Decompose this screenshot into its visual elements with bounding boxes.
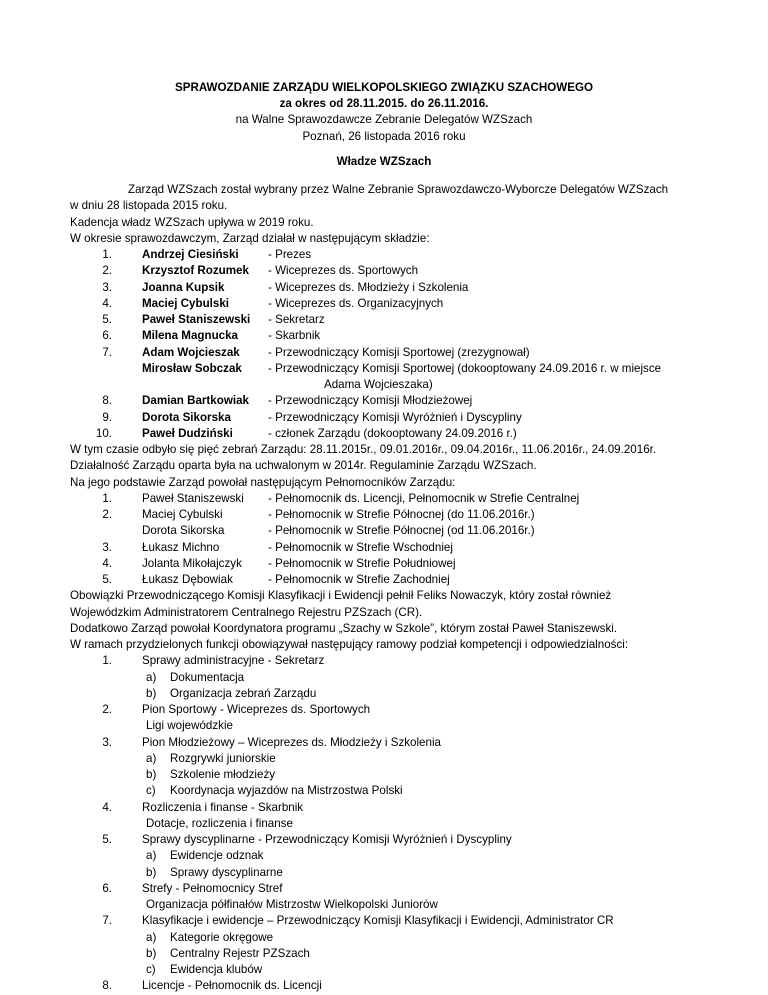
- subitem-letter: a): [146, 930, 157, 944]
- plenipotentiary-name: Paweł Staniszewski: [142, 491, 244, 505]
- board-member-row: [70, 410, 706, 426]
- member-name: Mirosław Sobczak: [142, 361, 242, 375]
- subitem-letter: b): [146, 686, 157, 700]
- member-name: Andrzej Ciesiński: [142, 248, 239, 261]
- list-number: 6.: [102, 881, 112, 895]
- list-number: 8.: [102, 394, 112, 408]
- subitem-text: Dokumentacja: [170, 670, 245, 684]
- board-member-row: [70, 361, 706, 377]
- division-subitem: [116, 670, 706, 686]
- list-number: 5.: [102, 833, 112, 846]
- division-item-text: Sprawy administracyjne - Sekretarz: [142, 654, 325, 668]
- division-item: [70, 913, 706, 929]
- division-subitem: [116, 962, 706, 978]
- member-role: - Sekretarz: [268, 313, 325, 326]
- plenipotentiary-name: Dorota Sikorska: [142, 524, 225, 538]
- board-member-row: [70, 296, 706, 312]
- plenipotentiary-row: [70, 491, 706, 507]
- member-name: Adam Wojcieszak: [142, 345, 240, 359]
- plenipotentiary-name: Maciej Cybulski: [142, 508, 223, 521]
- plenipotentiary-role: - Pełnomocnik w Strefie Południowej: [268, 556, 456, 570]
- member-name: Paweł Dudziński: [142, 426, 233, 440]
- division-item: [70, 832, 706, 848]
- section-title: Władze WZSzach: [336, 155, 432, 168]
- division-item: [70, 800, 706, 816]
- division-item: [70, 735, 706, 751]
- subitem-letter: c): [146, 963, 156, 976]
- list-number: 1.: [102, 491, 112, 505]
- list-number: 6.: [102, 329, 112, 343]
- report-body: [70, 182, 706, 995]
- member-role: - Wiceprezes ds. Sportowych: [268, 264, 419, 278]
- subitem-letter: a): [146, 751, 157, 765]
- division-subitem: [116, 946, 706, 962]
- plenipotentiary-role: - Pełnomocnik w Strefie Północnej (do 11.06.2016r.): [268, 508, 535, 521]
- coordinator-paragraph: Dodatkowo Zarząd powołał Koordynatora programu „Szachy w Szkole”, którym został Paweł Staniszewski.: [70, 621, 618, 635]
- division-item-detail: Ligi wojewódzkie: [146, 719, 233, 733]
- list-number: 2.: [102, 508, 112, 521]
- division-item: [70, 881, 706, 897]
- member-name: Joanna Kupsik: [142, 280, 225, 294]
- subitem-letter: a): [146, 849, 157, 863]
- board-list: [95, 247, 706, 442]
- division-subitem: [116, 767, 706, 783]
- division-list: [102, 653, 706, 994]
- division-item: [70, 702, 706, 718]
- list-number: 1.: [102, 248, 112, 261]
- subitem-text: Ewidencje odznak: [170, 849, 264, 863]
- division-item-text: Sprawy dyscyplinarne - Przewodniczący Komisji Wyróżnień i Dyscypliny: [142, 833, 512, 846]
- list-number: 3.: [102, 735, 112, 749]
- list-number: 4.: [102, 800, 112, 814]
- subitem-letter: a): [146, 670, 157, 684]
- division-item-text: Pion Młodzieżowy – Wiceprezes ds. Młodzieży i Szkolenia: [142, 735, 441, 749]
- member-name: Milena Magnucka: [142, 329, 238, 343]
- member-role: - Przewodniczący Komisji Sportowej (dokooptowany 24.09.2016 r. w miejsce: [268, 361, 662, 375]
- subitem-text: Centralny Rejestr PZSzach: [170, 946, 310, 960]
- subitem-letter: b): [146, 768, 157, 781]
- member-role: - Prezes: [268, 248, 312, 261]
- division-subitem: [116, 686, 706, 702]
- division-item-text: Rozliczenia i finanse - Skarbnik: [142, 800, 304, 814]
- board-member-row: [70, 426, 706, 442]
- duties-paragraph-line: Obowiązki Przewodniczącego Komisji Klasyfikacji i Ewidencji pełnił Feliks Nowaczyk, który został również: [70, 589, 612, 603]
- plenipotentiary-role: - Pełnomocnik w Strefie Zachodniej: [268, 573, 450, 586]
- report-period: za okres od 28.11.2015. do 26.11.2016.: [279, 97, 489, 111]
- list-number: 10.: [95, 426, 112, 440]
- subitem-text: Rozgrywki juniorskie: [170, 751, 276, 765]
- plenipotentiary-row: [70, 507, 706, 523]
- member-name: Krzysztof Rozumek: [142, 264, 249, 278]
- division-intro: W ramach przydzielonych funkcji obowiązywał następujący ramowy podział kompetencji i odpowiedzialności:: [70, 638, 629, 651]
- member-role: - Przewodniczący Komisji Młodzieżowej: [268, 394, 473, 408]
- member-name: Dorota Sikorska: [142, 410, 231, 424]
- plenipotentiary-row: [70, 572, 706, 588]
- board-member-row: [70, 345, 706, 361]
- report-subtitle: na Walne Sprawozdawcze Zebranie Delegatów WZSzach: [235, 113, 533, 127]
- plenipotentiary-row: [70, 540, 706, 556]
- plenipotentiary-role: - Pełnomocnik w Strefie Północnej (od 11.06.2016r.): [268, 524, 535, 538]
- list-number: 4.: [102, 296, 112, 310]
- report-title: SPRAWOZDANIE ZARZĄDU WIELKOPOLSKIEGO ZWIĄZKU SZACHOWEGO: [174, 81, 593, 94]
- board-member-row: [70, 247, 706, 263]
- division-item-detail: Organizacja półfinałów Mistrzostw Wielkopolski Juniorów: [146, 898, 438, 911]
- subitem-text: Organizacja zebrań Zarządu: [170, 686, 317, 700]
- division-item-text: Klasyfikacje i ewidencje – Przewodniczący Komisji Klasyfikacji i Ewidencji, Administrator CR: [142, 914, 614, 928]
- subitem-text: Ewidencja klubów: [170, 963, 263, 976]
- regulations-paragraph: Działalność Zarządu oparta była na uchwalonym w 2014r. Regulaminie Zarządu WZSzach.: [70, 459, 537, 473]
- division-subitem: [116, 930, 706, 946]
- composition-paragraph: W okresie sprawozdawczym, Zarząd działał w następującym składzie:: [70, 231, 430, 245]
- plenipotentiaries-intro: Na jego podstawie Zarząd powołał następującym Pełnomocników Zarządu:: [70, 475, 456, 489]
- subitem-text: Sprawy dyscyplinarne: [170, 865, 283, 879]
- report-place-date: Poznań, 26 listopada 2016 roku: [302, 129, 466, 143]
- subitem-text: Koordynacja wyjazdów na Mistrzostwa Polski: [170, 784, 403, 798]
- plenipotentiary-row: [70, 523, 706, 539]
- report-header: [0, 80, 768, 145]
- list-number: 8.: [102, 979, 112, 993]
- list-number: 9.: [102, 410, 112, 424]
- board-member-row: [70, 328, 706, 344]
- division-item-text: Strefy - Pełnomocnicy Stref: [142, 881, 283, 895]
- plenipotentiary-role: - Pełnomocnik ds. Licencji, Pełnomocnik w Strefie Centralnej: [268, 491, 580, 505]
- term-paragraph: Kadencja władz WZSzach upływa w 2019 roku.: [70, 215, 314, 229]
- member-role-continued: Adama Wojcieszaka): [324, 378, 433, 391]
- member-role: - Przewodniczący Komisji Sportowej (zrezygnował): [268, 345, 530, 359]
- member-role: - Wiceprezes ds. Organizacyjnych: [268, 296, 444, 310]
- division-subitem: [116, 751, 706, 767]
- member-name: Maciej Cybulski: [142, 296, 229, 310]
- list-number: 5.: [102, 573, 112, 586]
- division-item-text: Licencje - Pełnomocnik ds. Licencji: [142, 979, 322, 993]
- plenipotentiary-name: Jolanta Mikołajczyk: [142, 556, 242, 570]
- subitem-letter: c): [146, 784, 156, 798]
- list-number: 2.: [102, 264, 112, 278]
- board-member-row: [70, 280, 706, 296]
- duties-paragraph-line: Wojewódzkim Administratorem Centralnego Rejestru PZSzach (CR).: [70, 605, 423, 619]
- plenipotentiary-name: Łukasz Dębowiak: [142, 573, 233, 586]
- list-number: 5.: [102, 313, 112, 326]
- division-subitem: [116, 848, 706, 864]
- plenipotentiaries-list: [102, 491, 706, 589]
- list-number: 4.: [102, 556, 112, 570]
- list-number: 7.: [102, 345, 112, 359]
- plenipotentiary-role: - Pełnomocnik w Strefie Wschodniej: [268, 540, 453, 554]
- list-number: 1.: [102, 654, 112, 668]
- member-role: - członek Zarządu (dokooptowany 24.09.2016 r.): [268, 426, 517, 440]
- division-item: [70, 978, 706, 994]
- board-member-row: [70, 312, 706, 328]
- list-number: 3.: [102, 540, 112, 554]
- plenipotentiary-name: Łukasz Michno: [142, 540, 220, 554]
- board-member-row: [70, 263, 706, 279]
- division-item-text: Pion Sportowy - Wiceprezes ds. Sportowych: [142, 703, 371, 716]
- member-role: - Wiceprezes ds. Młodzieży i Szkolenia: [268, 280, 469, 294]
- member-role: - Skarbnik: [268, 329, 321, 343]
- list-number: 2.: [102, 703, 112, 716]
- subitem-letter: b): [146, 865, 157, 879]
- member-role: - Przewodniczący Komisji Wyróżnień i Dyscypliny: [268, 410, 522, 424]
- division-item: [70, 653, 706, 669]
- member-name: Damian Bartkowiak: [142, 394, 249, 408]
- intro-paragraph-line: w dniu 28 listopada 2015 roku.: [70, 199, 228, 213]
- division-subitem: [116, 865, 706, 881]
- board-member-row-continued: [116, 377, 706, 393]
- intro-paragraph-line: Zarząd WZSzach został wybrany przez Walne Zebranie Sprawozdawczo-Wyborcze Delegatów WZSzach: [128, 183, 669, 196]
- subitem-letter: b): [146, 946, 157, 960]
- member-name: Paweł Staniszewski: [142, 313, 251, 326]
- subitem-text: Szkolenie młodzieży: [170, 768, 276, 781]
- list-number: 7.: [102, 914, 112, 928]
- board-member-row: [70, 393, 706, 409]
- division-item-detail: Dotacje, rozliczenia i finanse: [146, 816, 293, 830]
- meetings-paragraph: W tym czasie odbyło się pięć zebrań Zarządu: 28.11.2015r., 09.01.2016r., 09.04.2016r., 11.06.2016r., 24.09.2016r.: [70, 443, 657, 456]
- plenipotentiary-row: [70, 556, 706, 572]
- division-subitem: [116, 783, 706, 799]
- subitem-text: Kategorie okręgowe: [170, 930, 274, 944]
- list-number: 3.: [102, 280, 112, 294]
